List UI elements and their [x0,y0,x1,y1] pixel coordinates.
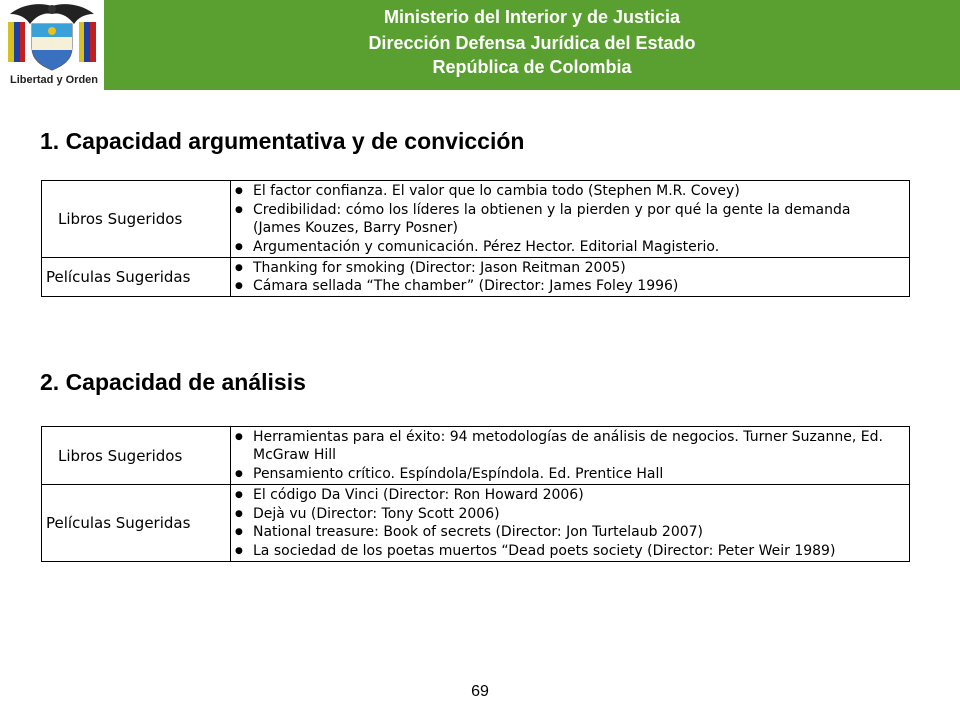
items-cell [231,258,910,297]
books-label: Libros Sugeridos [58,446,183,465]
films-label: Películas Sugeridas [46,514,191,532]
film-list [231,486,909,560]
list-item: ● Thanking for smoking (Director: Jason Reitman 2005) [253,259,909,278]
list-item: ● National treasure: Book of secrets (Director: Jon Turtelaub 2007) [253,523,909,542]
list-item: ● La sociedad de los poetas muertos “Dead poets society (Director: Peter Weir 1989) [253,542,909,561]
books-label: Libros Sugeridos [58,210,183,228]
category-cell [42,427,231,485]
country-title: República de Colombia [432,57,632,77]
table-row [42,427,910,485]
book-list [231,182,909,256]
list-item: ● Dejà vu (Director: Tony Scott 2006) [253,505,909,524]
logo-caption: Libertad y Orden [10,74,99,86]
category-cell [42,258,231,297]
continuation-text: (James Kouzes, Barry Posner) [253,220,458,236]
section-title: 1. Capacidad argumentativa y de convicción [40,128,525,154]
table-row [42,258,910,297]
book-list [231,428,909,484]
list-item: ● El código Da Vinci (Director: Ron Howard 2006) [253,486,909,505]
table-row [42,181,910,258]
list-item: ● Herramientas para el éxito: 94 metodologías de análisis de negocios. Turner Suzanne, Ed. [253,428,909,447]
list-item-continuation [253,446,909,465]
list-item: ● Cámara sellada “The chamber” (Director: James Foley 1996) [253,277,909,296]
section-title: 2. Capacidad de análisis [40,369,306,395]
list-item: ● Pensamiento crítico. Espíndola/Espíndola. Ed. Prentice Hall [253,465,909,484]
continuation-text: McGraw Hill [253,447,337,464]
items-cell [231,485,910,562]
table-row [42,485,910,562]
list-item: ● El factor confianza. El valor que lo cambia todo (Stephen M.R. Covey) [253,182,909,201]
items-cell [231,427,910,485]
header-banner [104,0,960,90]
coat-of-arms-logo [0,0,104,90]
recommendations-table [41,180,910,297]
items-cell [231,181,910,258]
list-item: ● Argumentación y comunicación. Pérez Hector. Editorial Magisterio. [253,238,909,257]
list-item-continuation [253,219,909,238]
list-item: ● Credibilidad: cómo los líderes la obtienen y la pierden y por qué la gente la demanda [253,201,909,220]
recommendations-table [41,426,910,562]
coat-of-arms-icon [0,0,104,74]
directorate-title: Dirección Defensa Jurídica del Estado [368,33,696,53]
ministry-title: Ministerio del Interior y de Justicia [383,7,681,27]
films-label: Películas Sugeridas [46,268,191,286]
category-cell [42,485,231,562]
page-number: 69 [471,683,489,700]
film-list [231,259,909,296]
category-cell [42,181,231,258]
